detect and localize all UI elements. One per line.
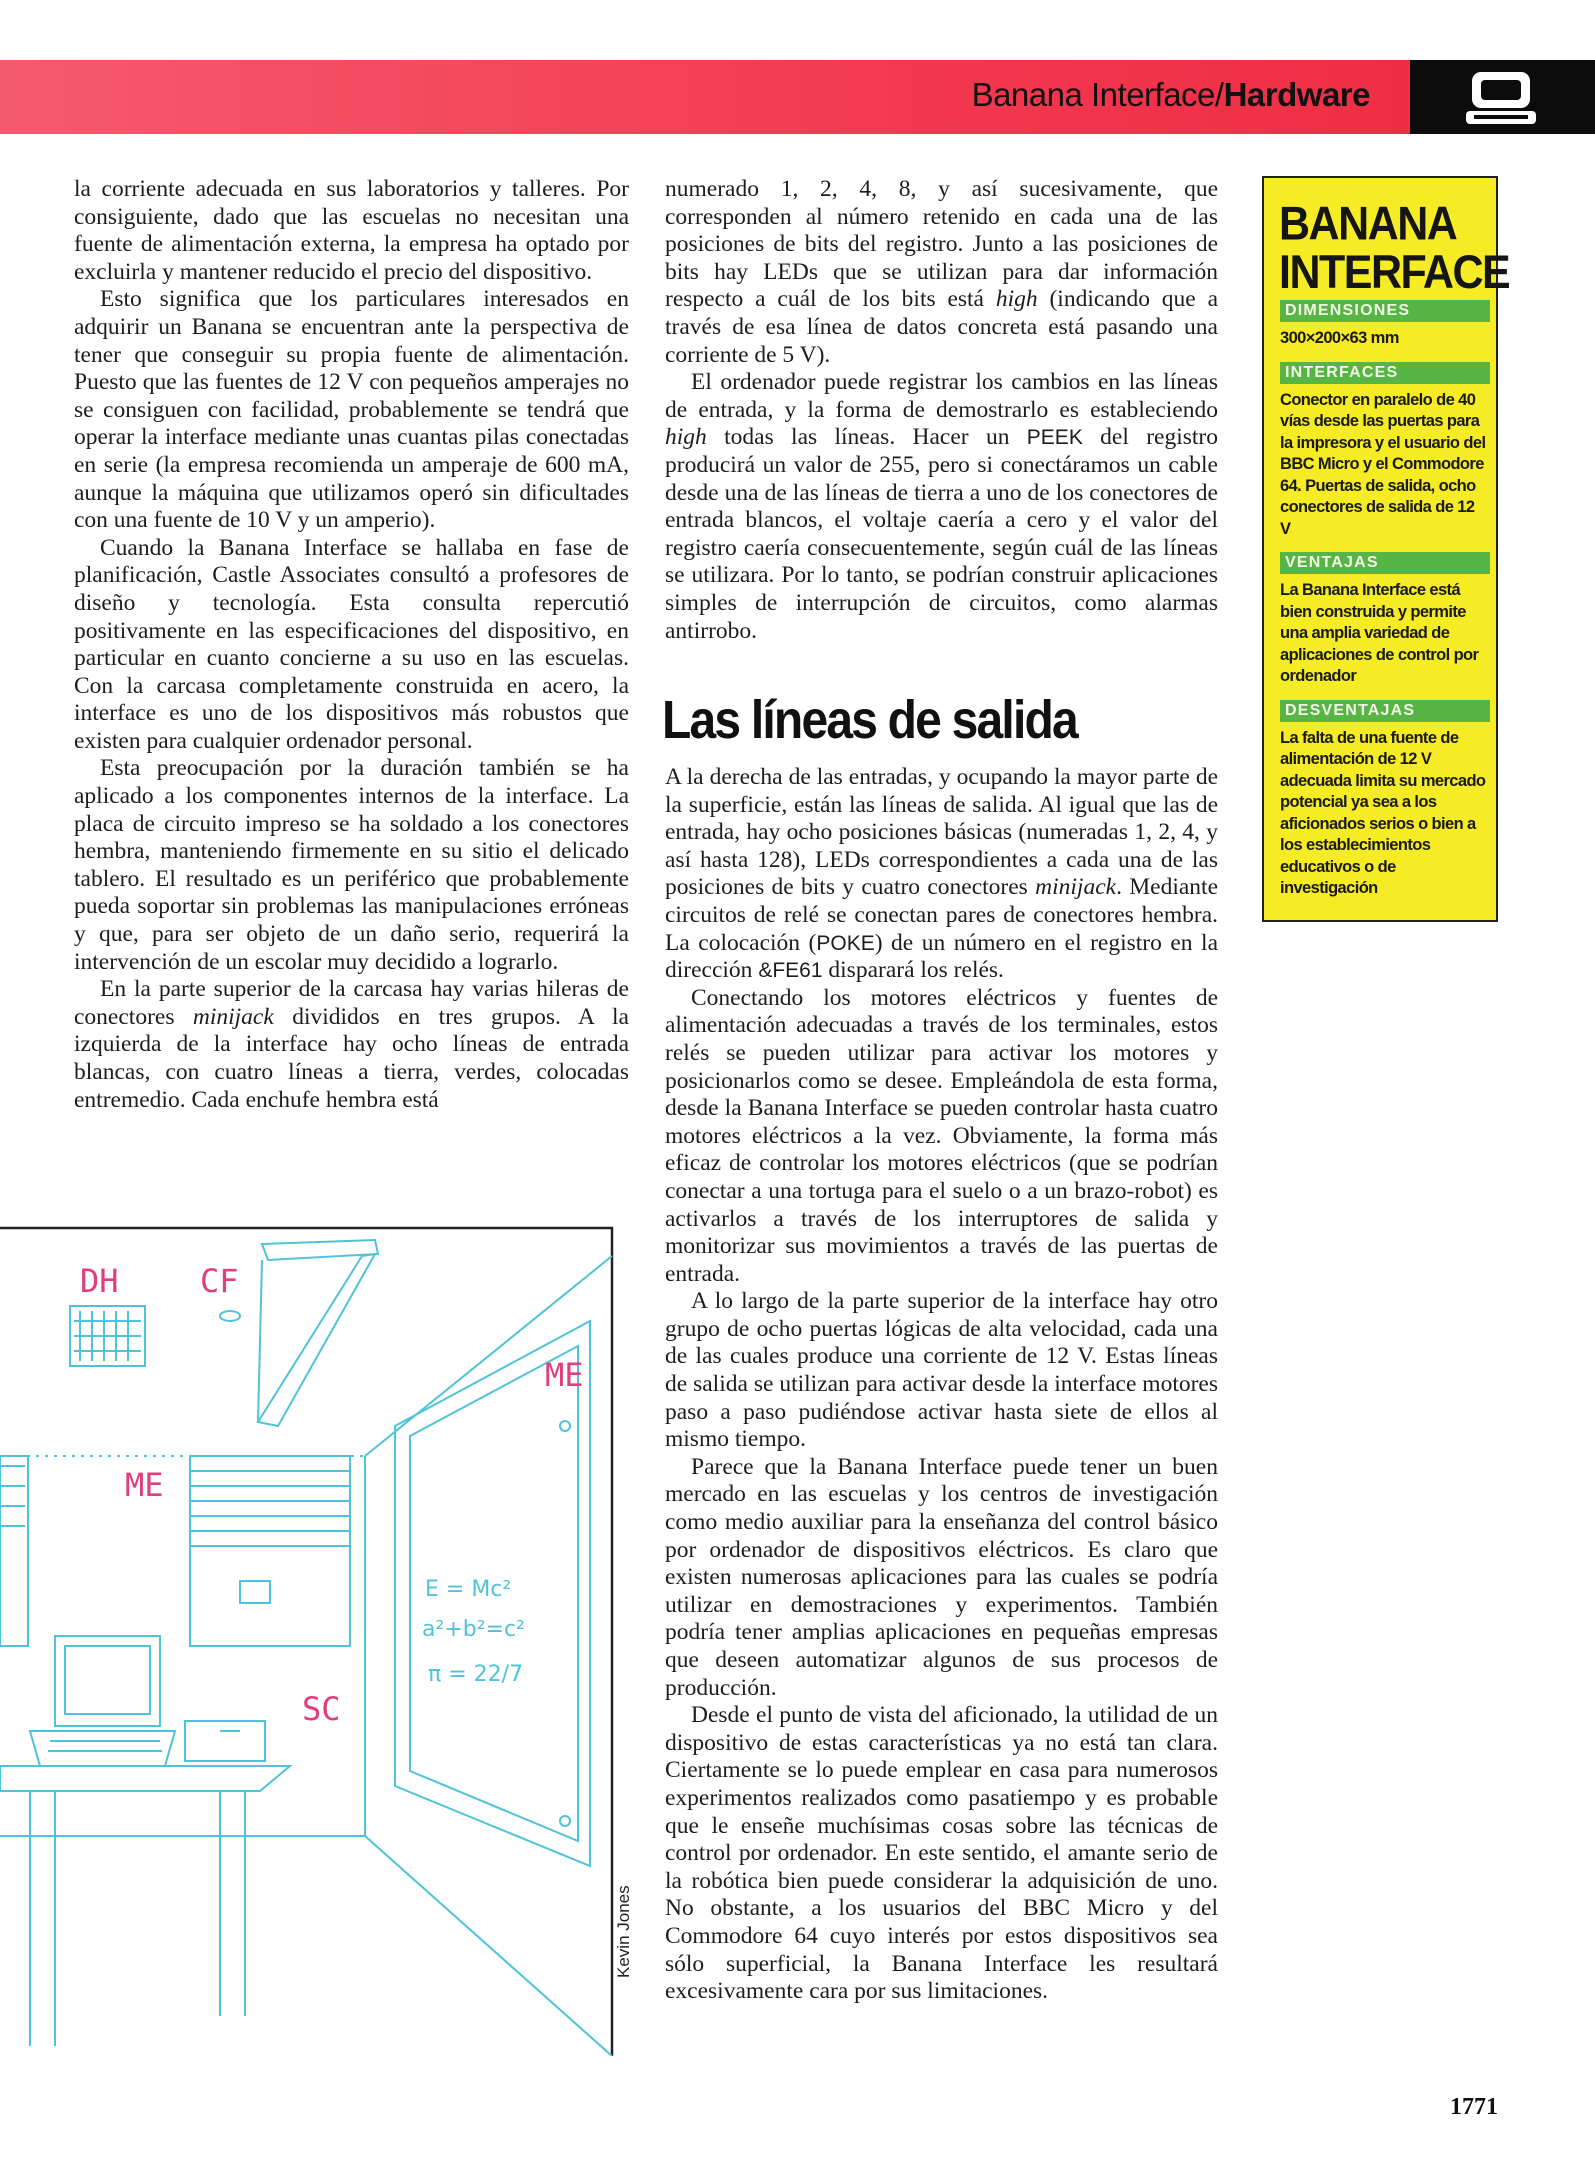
article-column-right-top xyxy=(665,176,1218,645)
paragraph: A la derecha de las entradas, y ocupando la mayor parte de la superficie, están las líneas de salida. Al igual que las de entrada, hay ocho posiciones básicas (numeradas 1, 2, 4, y así hasta 128), LEDs correspondientes a cada una de las posiciones de bits y cuatro conectores minijack. Mediante circuitos de relé se conectan pares de conectores hembra. La colocación (POKE) de un número en el registro en la dirección &FE61 disparará los relés. xyxy=(665,764,1219,984)
spec-section-advantages xyxy=(1280,552,1490,688)
spec-box xyxy=(1262,176,1510,922)
label-sc: SC xyxy=(302,1690,341,1728)
classroom-illustration xyxy=(0,1226,620,2056)
illustration-credit: Kevin Jones xyxy=(614,1885,633,1978)
section-banner xyxy=(0,60,1595,134)
computer-monitor-icon xyxy=(1464,70,1538,126)
window-blinds xyxy=(0,1456,350,1646)
spec-heading: DIMENSIONES xyxy=(1280,300,1490,322)
formula-text: π = 22/7 xyxy=(428,1662,524,1687)
spec-text: La Banana Interface está bien construida y permite una amplia variedad de aplicaciones de control por ordenador xyxy=(1280,581,1479,685)
paragraph: Desde el punto de vista del aficionado, la utilidad de un dispositivo de estas características ya no está tan clara. Ciertamente se lo puede emplear en casa para numerosos experimentos realizados como pasatiempo y es probable que le enseñe muchísimas cosas sobre las técnicas de control por ordenador. En este sentido, el amante serio de la robótica bien puede considerar la adquisición de uno. No obstante, a los usuarios del BBC Micro y del Commodore 64 cuyo interés por estos dispositivos sea sólo superficial, la Banana Interface les resultará excesivamente cara por sus limitaciones. xyxy=(665,1702,1218,2005)
spec-heading: DESVENTAJAS xyxy=(1280,700,1490,722)
section-icon-box xyxy=(1410,60,1595,134)
spec-section-disadvantages xyxy=(1280,700,1490,900)
paragraph: Cuando la Banana Interface se hallaba en fase de planificación, Castle Associates consultó a profesores de diseño y tecnología. Esta consulta repercutió positivamente en las especificaciones del dispositivo, en particular en cuanto concierne a su uso en las escuelas. Con la carcasa completamente construida en acero, la interface es uno de los dispositivos más robustos que existen para cualquier ordenador personal. xyxy=(74,534,629,754)
paragraph: En la parte superior de la carcasa hay varias hileras de conectores minijack divididos en tres grupos. A la izquierda de la interface hay ocho líneas de entrada blancas, con cuatro líneas a tierra, verdes, colocadas entremedio. Cada enchufe hembra está xyxy=(74,976,629,1113)
spec-text: Conector en paralelo de 40 vías desde las puertas para la impresora y el usuario del BBC Micro y el Commodore 64. Puertas de salida, ocho conectores de salida de 12 V xyxy=(1280,390,1486,538)
spec-section-dimensions xyxy=(1280,300,1490,350)
paragraph: Esta preocupación por la duración también se ha aplicado a los componentes internos de la interface. La placa de circuito impreso se ha soldado a los conectores hembra, manteniendo firmemente en su sitio el delicado tablero. El resultado es un periférico que probablemente pueda soportar sin problemas las manipulaciones erróneas y que, para ser objeto de un daño serio, requerirá la intervención de un escolar muy decidido a lograrlo. xyxy=(74,755,629,975)
spec-text: 300×200×63 mm xyxy=(1280,329,1399,347)
subheading: Las líneas de salida xyxy=(662,691,1077,751)
section-title: Banana Interface/Hardware xyxy=(971,76,1370,113)
smoke-detector xyxy=(220,1311,240,1321)
computer xyxy=(30,1636,265,1766)
paragraph: Esto significa que los particulares interesados en adquirir un Banana se encuentran ante la perspectiva de tener que conseguir su propia fuente de alimentación. Puesto que las fuentes de 12 V con pequeños amperajes no se consiguen con facilidad, probablemente se tendrá que operar la interface mediante unas cuantas pilas conectadas en serie (la empresa recomienda un amperaje de 600 mA, aunque la máquina que utilizamos operó sin dificultades con una fuente de 10 V y un amperio). xyxy=(74,286,629,534)
spec-section-interfaces xyxy=(1280,362,1490,541)
spec-heading: VENTAJAS xyxy=(1280,552,1490,574)
whiteboard xyxy=(395,1321,590,1866)
ceiling-vent xyxy=(70,1306,145,1366)
spec-text: La falta de una fuente de alimentación de 12 V adecuada limita su mercado potencial ya sea a los aficionados serios o bien a los establecimientos educativos o de investigación xyxy=(1280,728,1486,897)
label-me-right: ME xyxy=(545,1356,584,1394)
paragraph: la corriente adecuada en sus laboratorios y talleres. Por consiguiente, dado que las escuelas no necesitan una fuente de alimentación externa, la empresa ha optado por excluirla y mantener reducido el precio del dispositivo. xyxy=(74,176,629,285)
label-cf: CF xyxy=(200,1262,239,1300)
label-dh: DH xyxy=(80,1262,119,1300)
paragraph: numerado 1, 2, 4, 8, y así sucesivamente, que corresponden al número retenido en cada una de las posiciones de bits del registro. Junto a las posiciones de bits hay LEDs que se utilizan para dar información respecto a cuál de los bits está high (indicando que a través de esa línea de datos concreta está pasando una corriente de 5 V). xyxy=(665,176,1218,368)
desk xyxy=(0,1766,290,2046)
spec-box-title: BANANA INTERFACE xyxy=(1279,197,1510,299)
article-column-right-bottom xyxy=(665,764,1218,2006)
spec-heading: INTERFACES xyxy=(1280,362,1490,384)
paragraph: Parece que la Banana Interface puede tener un buen mercado en las escuelas y los centros de investigación como medio auxiliar para la enseñanza del control básico por ordenador de dispositivos eléctricos. Es claro que existen numerosas aplicaciones para las cuales se podría utilizar en demostraciones y experimentos. También podría tener amplias aplicaciones en pequeñas empresas que deseen automatizar algunos de sus procesos de producción. xyxy=(665,1453,1218,1701)
label-me-left: ME xyxy=(125,1466,164,1504)
paragraph: Conectando los motores eléctricos y fuentes de alimentación adecuadas a través de los terminales, estos relés se pueden utilizar para activar los motores y posicionarlos como se desee. Empleándola de esta forma, desde la Banana Interface se pueden controlar hasta cuatro motores eléctricos a la vez. Obviamente, la forma más eficaz de controlar los motores eléctricos (que se podrían conectar a una tortuga para el suelo o a un brazo-robot) es activarlos a través de los interruptores de salida y monitorizar sus movimientos a través de las puertas de entrada. xyxy=(665,984,1218,1287)
page-number: 1771 xyxy=(1450,2094,1498,2120)
article-column-left xyxy=(74,176,629,1114)
formula-text: E = Mc² xyxy=(425,1577,512,1602)
formula-text: a²+b²=c² xyxy=(422,1617,525,1642)
paragraph: El ordenador puede registrar los cambios en las líneas de entrada, y la forma de demostrarlo es estableciendo high todas las líneas. Hacer un PEEK del registro producirá un valor de 255, pero si conectáramos un cable desde una de las líneas de tierra a uno de los conectores de entrada blancos, el voltaje caería a cero y el valor del registro caería consecuentemente, según cuál de las líneas se utilizara. Por lo tanto, se podrían construir aplicaciones simples de interrupción de circuitos, como alarmas antirrobo. xyxy=(665,369,1218,644)
paragraph: A lo largo de la parte superior de la interface hay otro grupo de ocho puertas lógicas de alta velocidad, cada una de las cuales produce una corriente de 12 V. Estas líneas de salida se utilizan para activar desde la interface motores paso a paso pudiéndose activar hasta siete de ellos al mismo tiempo. xyxy=(665,1288,1218,1453)
